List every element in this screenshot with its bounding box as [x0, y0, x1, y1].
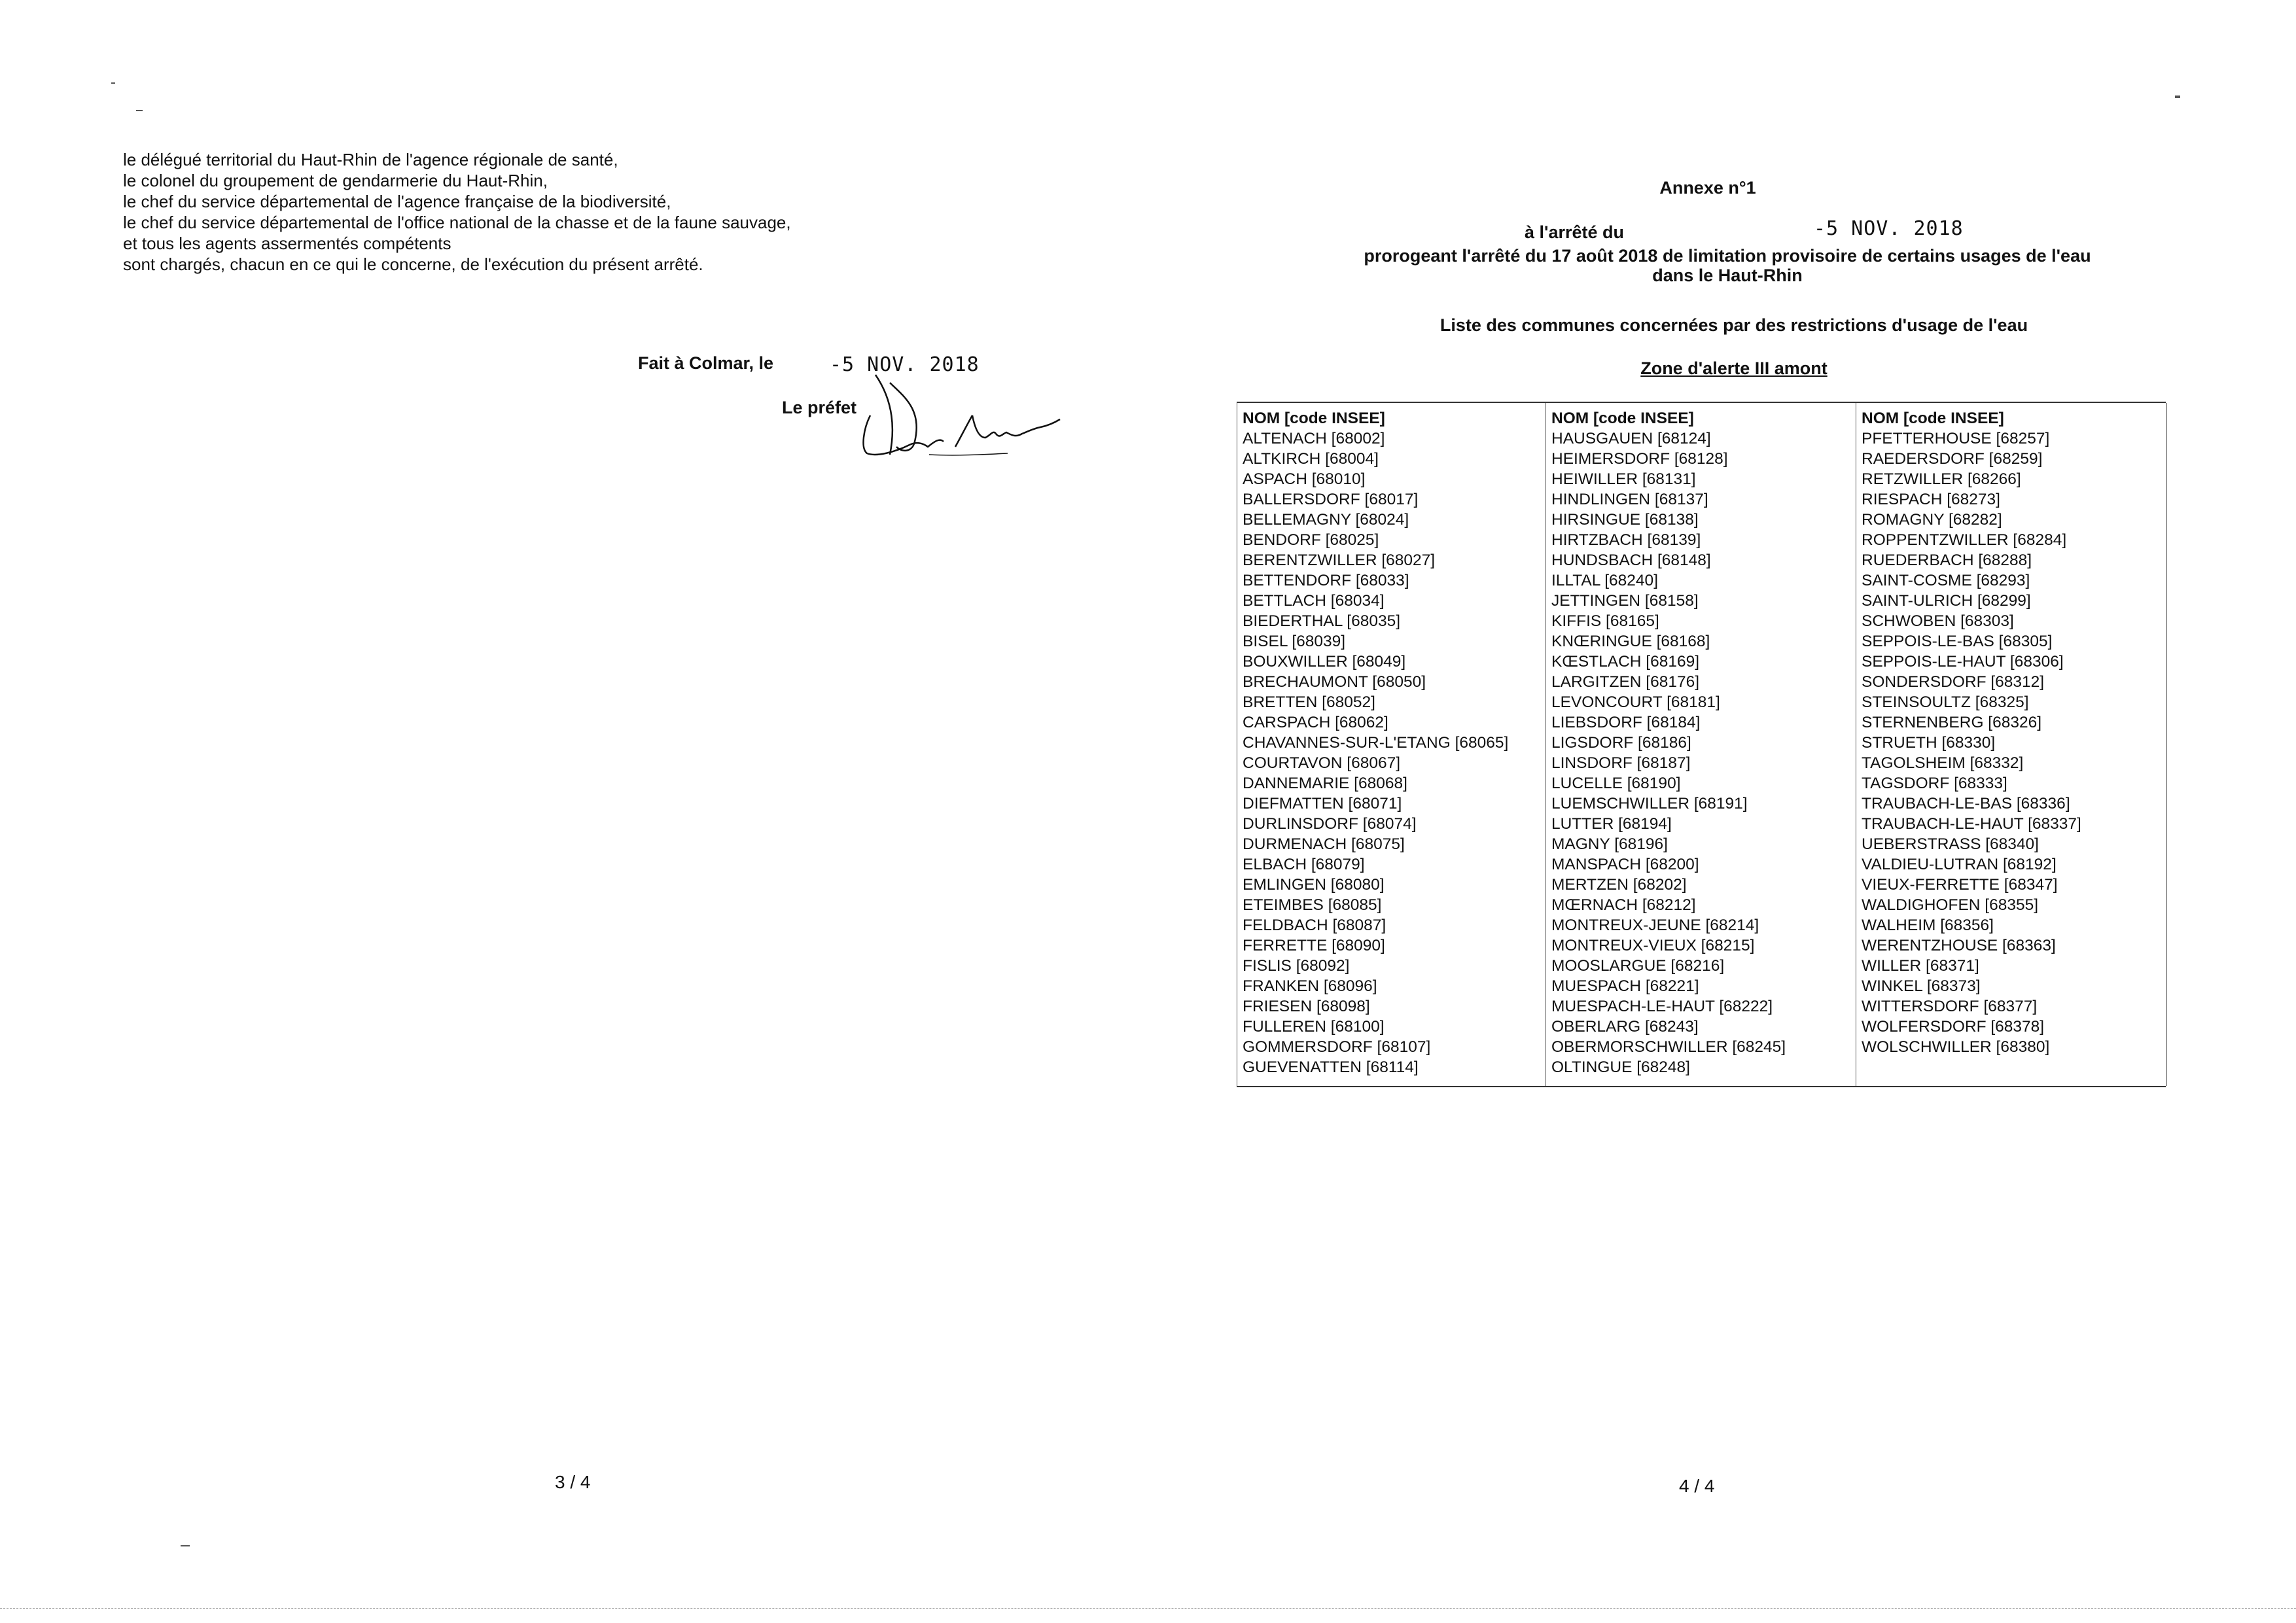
commune-entry: OBERMORSCHWILLER [68245] — [1551, 1038, 1786, 1056]
commune-entry: RETZWILLER [68266] — [1862, 470, 2021, 488]
commune-entry: WOLSCHWILLER [68380] — [1862, 1038, 2050, 1056]
commune-entry: LARGITZEN [68176] — [1551, 673, 1700, 691]
commune-entry: MAGNY [68196] — [1551, 835, 1668, 853]
commune-entry: TAGSDORF [68333] — [1862, 775, 2007, 792]
executors-paragraph — [123, 149, 791, 275]
prefect-signature — [851, 370, 1073, 468]
commune-entry: MONTREUX-VIEUX [68215] — [1551, 937, 1755, 954]
commune-entry: BERENTZWILLER [68027] — [1243, 551, 1436, 569]
commune-entry: SEPPOIS-LE-BAS [68305] — [1862, 633, 2053, 650]
commune-list — [1551, 428, 1856, 1077]
commune-entry: ALTKIRCH [68004] — [1243, 450, 1379, 468]
commune-entry: VIEUX-FERRETTE [68347] — [1862, 876, 2058, 894]
zone-title: Zone d'alerte III amont — [1640, 358, 1828, 378]
commune-entry: MUESPACH-LE-HAUT [68222] — [1551, 998, 1773, 1015]
commune-entry: WITTERSDORF [68377] — [1862, 998, 2038, 1015]
commune-entry: VALDIEU-LUTRAN [68192] — [1862, 856, 2057, 873]
executor-line: le délégué territorial du Haut-Rhin de l'agence régionale de santé, — [123, 150, 618, 169]
commune-entry: LINSDORF [68187] — [1551, 754, 1691, 772]
commune-entry: MUESPACH [68221] — [1551, 977, 1699, 995]
commune-entry: COURTAVON [68067] — [1243, 754, 1401, 772]
commune-entry: CHAVANNES-SUR-L'ETANG [68065] — [1243, 734, 1509, 752]
commune-entry: BELLEMAGNY [68024] — [1243, 511, 1409, 529]
commune-entry: MANSPACH [68200] — [1551, 856, 1699, 873]
table-column-1 — [1237, 403, 1546, 1086]
commune-entry: BRECHAUMONT [68050] — [1243, 673, 1426, 691]
commune-entry: RIESPACH [68273] — [1862, 491, 2000, 508]
liste-title: Liste des communes concernées par des restrictions d'usage de l'eau — [1439, 315, 2028, 335]
commune-entry: BISEL [68039] — [1243, 633, 1346, 650]
commune-entry: BENDORF [68025] — [1243, 531, 1379, 549]
commune-entry: WOLFERSDORF [68378] — [1862, 1018, 2045, 1036]
annexe-title: Annexe n°1 — [1659, 178, 1756, 198]
executor-line: et tous les agents assermentés compétents — [123, 234, 451, 253]
date-stamp-right: -5 NOV. 2018 — [1814, 217, 1964, 240]
commune-entry: HIRTZBACH [68139] — [1551, 531, 1701, 549]
commune-entry: SEPPOIS-LE-HAUT [68306] — [1862, 653, 2064, 671]
commune-entry: JETTINGEN [68158] — [1551, 592, 1699, 610]
commune-entry: STRUETH [68330] — [1862, 734, 1996, 752]
commune-entry: LUTTER [68194] — [1551, 815, 1672, 833]
commune-entry: DURLINSDORF [68074] — [1243, 815, 1417, 833]
prorogeant-text — [1302, 246, 2153, 285]
scan-speck — [181, 1545, 190, 1546]
commune-entry: LIEBSDORF [68184] — [1551, 714, 1701, 731]
commune-entry: KNŒRINGUE [68168] — [1551, 633, 1710, 650]
commune-entry: WERENTZHOUSE [68363] — [1862, 937, 2056, 954]
commune-entry: DANNEMARIE [68068] — [1243, 775, 1407, 792]
executor-line: sont chargés, chacun en ce qui le concerne, de l'exécution du présent arrêté. — [123, 254, 703, 274]
commune-entry: WALDIGHOFEN [68355] — [1862, 896, 2039, 914]
commune-entry: FULLEREN [68100] — [1243, 1018, 1385, 1036]
column-header: NOM [code INSEE] — [1243, 410, 1385, 427]
commune-entry: HUNDSBACH [68148] — [1551, 551, 1711, 569]
commune-entry: STERNENBERG [68326] — [1862, 714, 2042, 731]
commune-entry: MŒRNACH [68212] — [1551, 896, 1696, 914]
commune-entry: HIRSINGUE [68138] — [1551, 511, 1699, 529]
commune-entry: BETTENDORF [68033] — [1243, 572, 1409, 589]
date-stamp-left: -5 NOV. 2018 — [830, 353, 980, 376]
commune-entry: FRIESEN [68098] — [1243, 998, 1370, 1015]
scan-speck — [2175, 96, 2180, 98]
commune-entry: LIGSDORF [68186] — [1551, 734, 1691, 752]
commune-entry: FELDBACH [68087] — [1243, 916, 1386, 934]
commune-entry: RAEDERSDORF [68259] — [1862, 450, 2043, 468]
commune-entry: WALHEIM [68356] — [1862, 916, 1994, 934]
commune-entry: FRANKEN [68096] — [1243, 977, 1377, 995]
scan-edge-line — [0, 1608, 2296, 1609]
commune-entry: FERRETTE [68090] — [1243, 937, 1385, 954]
commune-entry: BETTLACH [68034] — [1243, 592, 1385, 610]
arrete-du-label: à l'arrêté du — [1525, 222, 1624, 242]
commune-entry: MONTREUX-JEUNE [68214] — [1551, 916, 1759, 934]
page-number-right: 4 / 4 — [1679, 1476, 1715, 1496]
commune-entry: BRETTEN [68052] — [1243, 693, 1375, 711]
scan-speck — [111, 82, 115, 84]
commune-entry: TRAUBACH-LE-HAUT [68337] — [1862, 815, 2081, 833]
commune-entry: ALTENACH [68002] — [1243, 430, 1385, 447]
commune-entry: STEINSOULTZ [68325] — [1862, 693, 2029, 711]
commune-entry: WILLER [68371] — [1862, 957, 1979, 975]
executor-line: le chef du service départemental de l'office national de la chasse et de la faune sauvage, — [123, 213, 791, 232]
commune-entry: TRAUBACH-LE-BAS [68336] — [1862, 795, 2070, 812]
fait-a-colmar: Fait à Colmar, le — [638, 353, 774, 373]
commune-entry: EMLINGEN [68080] — [1243, 876, 1385, 894]
commune-entry: ETEIMBES [68085] — [1243, 896, 1382, 914]
commune-entry: MOOSLARGUE [68216] — [1551, 957, 1725, 975]
commune-entry: SCHWOBEN [68303] — [1862, 612, 2014, 630]
commune-entry: OBERLARG [68243] — [1551, 1018, 1699, 1036]
commune-entry: KIFFIS [68165] — [1551, 612, 1659, 630]
commune-entry: TAGOLSHEIM [68332] — [1862, 754, 2024, 772]
commune-entry: ILLTAL [68240] — [1551, 572, 1658, 589]
commune-entry: SAINT-ULRICH [68299] — [1862, 592, 2031, 610]
commune-entry: ROPPENTZWILLER [68284] — [1862, 531, 2067, 549]
commune-entry: OLTINGUE [68248] — [1551, 1058, 1690, 1076]
commune-entry: PFETTERHOUSE [68257] — [1862, 430, 2050, 447]
commune-entry: CARSPACH [68062] — [1243, 714, 1388, 731]
commune-entry: GOMMERSDORF [68107] — [1243, 1038, 1431, 1056]
commune-entry: WINKEL [68373] — [1862, 977, 1981, 995]
commune-entry: SAINT-COSME [68293] — [1862, 572, 2030, 589]
commune-entry: RUEDERBACH [68288] — [1862, 551, 2032, 569]
column-header: NOM [code INSEE] — [1862, 410, 2004, 427]
commune-entry: DIEFMATTEN [68071] — [1243, 795, 1402, 812]
commune-entry: ROMAGNY [68282] — [1862, 511, 2002, 529]
commune-entry: MERTZEN [68202] — [1551, 876, 1687, 894]
communes-table — [1237, 402, 2166, 1087]
commune-list — [1243, 428, 1546, 1077]
commune-entry: HINDLINGEN [68137] — [1551, 491, 1708, 508]
commune-entry: BIEDERTHAL [68035] — [1243, 612, 1401, 630]
commune-entry: ELBACH [68079] — [1243, 856, 1365, 873]
commune-entry: DURMENACH [68075] — [1243, 835, 1405, 853]
commune-entry: ASPACH [68010] — [1243, 470, 1366, 488]
column-header: NOM [code INSEE] — [1551, 410, 1694, 427]
commune-list — [1862, 428, 2166, 1057]
table-column-2 — [1545, 403, 1856, 1086]
prorogeant-line: prorogeant l'arrêté du 17 août 2018 de limitation provisoire de certains usages de l'eau — [1364, 246, 2091, 266]
table-column-3 — [1856, 403, 2167, 1086]
commune-entry: GUEVENATTEN [68114] — [1243, 1058, 1419, 1076]
commune-entry: HAUSGAUEN [68124] — [1551, 430, 1711, 447]
executor-line: le chef du service départemental de l'agence française de la biodiversité, — [123, 192, 671, 211]
commune-entry: UEBERSTRASS [68340] — [1862, 835, 2039, 853]
commune-entry: BOUXWILLER [68049] — [1243, 653, 1406, 671]
commune-entry: HEIWILLER [68131] — [1551, 470, 1696, 488]
commune-entry: LEVONCOURT [68181] — [1551, 693, 1720, 711]
executor-line: le colonel du groupement de gendarmerie du Haut-Rhin, — [123, 171, 548, 190]
commune-entry: BALLERSDORF [68017] — [1243, 491, 1419, 508]
commune-entry: HEIMERSDORF [68128] — [1551, 450, 1728, 468]
commune-entry: LUEMSCHWILLER [68191] — [1551, 795, 1748, 812]
commune-entry: KŒSTLACH [68169] — [1551, 653, 1700, 671]
commune-entry: LUCELLE [68190] — [1551, 775, 1681, 792]
prefet-label: Le préfet — [782, 398, 857, 417]
commune-entry: FISLIS [68092] — [1243, 957, 1350, 975]
page-number-left: 3 / 4 — [555, 1472, 591, 1492]
commune-entry: SONDERSDORF [68312] — [1862, 673, 2045, 691]
prorogeant-line: dans le Haut-Rhin — [1652, 266, 1803, 285]
scan-speck — [136, 110, 143, 111]
